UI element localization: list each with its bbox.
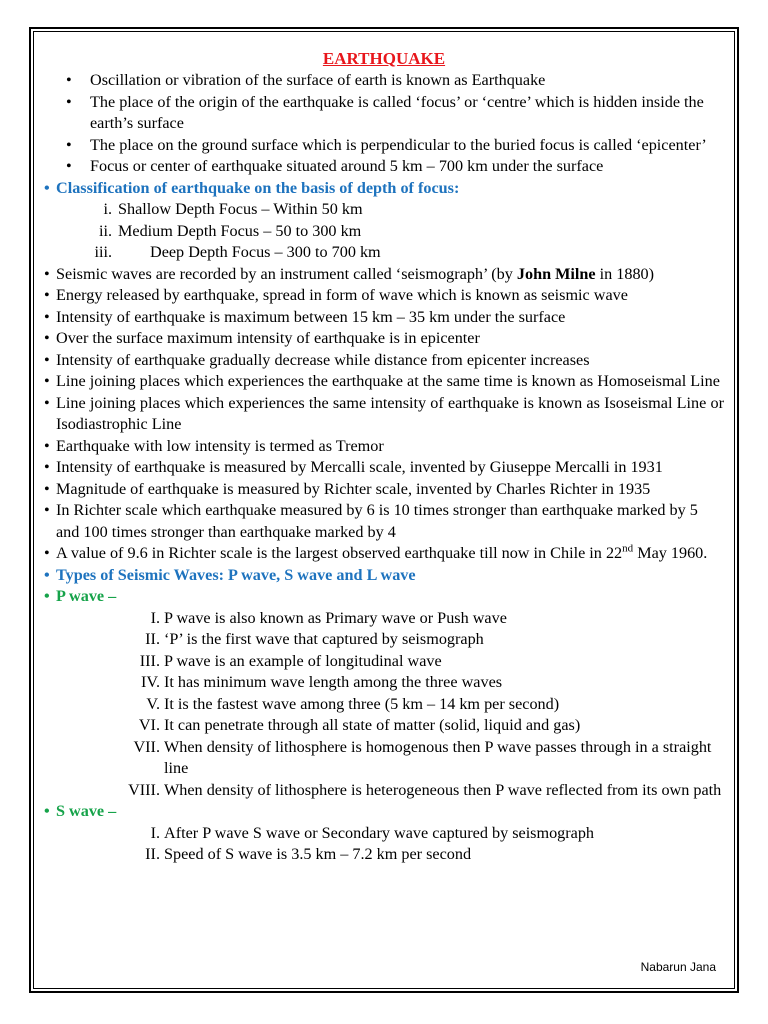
types-heading: • Types of Seismic Waves: P wave, S wave and L wave: [44, 565, 724, 587]
list-item: • Seismic waves are recorded by an instrument called ‘seismograph’ (by John Milne in 1880): [44, 264, 724, 286]
list-item: IV. It has minimum wave length among the three waves: [140, 673, 503, 691]
list-item: VII. When density of lithosphere is homogenous then P wave passes through in a straight line: [133, 737, 712, 777]
list-item: • A value of 9.6 in Richter scale is the largest observed earthquake till now in Chile in 22nd May 1960.: [44, 543, 724, 565]
list-item: II. ‘P’ is the first wave that captured by seismograph: [145, 630, 484, 648]
list-item: • The place on the ground surface which is perpendicular to the buried focus is called ‘epicenter’: [44, 135, 724, 157]
list-item: II. Speed of S wave is 3.5 km – 7.2 km per second: [145, 845, 472, 863]
list-item: • Line joining places which experiences the same intensity of earthquake is known as Isoseismal Line or Isodiastrophic Line: [44, 393, 724, 433]
bullet-icon: •: [44, 587, 50, 605]
list-item: • Magnitude of earthquake is measured by Richter scale, invented by Charles Richter in 1935: [44, 479, 724, 501]
bullet-icon: •: [44, 329, 50, 347]
bullet-icon: •: [44, 307, 50, 326]
list-item: VI. It can penetrate through all state of matter (solid, liquid and gas): [138, 716, 581, 734]
list-item: • Oscillation or vibration of the surface of earth is known as Earthquake: [44, 70, 724, 92]
p-wave-heading: • P wave –: [44, 586, 724, 608]
bullet-icon: •: [66, 92, 72, 111]
list-item: • Line joining places which experiences the earthquake at the same time is known as Homoseismal Line: [44, 371, 724, 393]
bullet-icon: •: [44, 372, 50, 390]
bullet-icon: •: [44, 565, 50, 584]
classification-heading: • Classification of earthquake on the basis of depth of focus:: [44, 178, 724, 200]
bullet-icon: •: [44, 393, 50, 412]
bullet-icon: •: [44, 178, 50, 197]
bullet-icon: •: [44, 264, 50, 283]
page-title: EARTHQUAKE: [322, 49, 446, 68]
bullet-icon: •: [44, 350, 50, 369]
list-item: III. P wave is an example of longitudinal wave: [139, 651, 442, 670]
list-item: • The place of the origin of the earthquake is called ‘focus’ or ‘centre’ which is hidden inside the earth’s surface: [66, 92, 704, 132]
bullet-icon: •: [44, 436, 50, 455]
list-item: • Focus or center of earthquake situated around 5 km – 700 km under the surface: [44, 156, 724, 178]
bullet-icon: •: [66, 135, 72, 154]
list-item: • Energy released by earthquake, spread in form of wave which is known as seismic wave: [44, 285, 724, 307]
list-item: • Intensity of earthquake gradually decrease while distance from epicenter increases: [44, 350, 724, 372]
list-item: i. Shallow Depth Focus – Within 50 km: [103, 200, 363, 218]
bullet-icon: •: [44, 479, 50, 498]
bullet-icon: •: [66, 71, 72, 89]
s-wave-heading: • S wave –: [44, 801, 724, 823]
list-item: I. P wave is also known as Primary wave or Push wave: [150, 608, 507, 627]
bullet-icon: •: [44, 802, 50, 820]
list-item: • Intensity of earthquake is measured by Mercalli scale, invented by Giuseppe Mercalli in 1931: [44, 457, 724, 479]
bullet-icon: •: [44, 501, 50, 519]
author-signature: Nabarun Jana: [640, 960, 716, 974]
list-item: ii. Medium Depth Focus – 50 to 300 km: [98, 221, 362, 240]
list-item: • Intensity of earthquake is maximum between 15 km – 35 km under the surface: [44, 307, 724, 329]
list-item: • In Richter scale which earthquake measured by 6 is 10 times stronger than earthquake marked by 5 and 100 times stronger than earthquake marked by 4: [44, 501, 698, 541]
list-item: • Earthquake with low intensity is termed as Tremor: [44, 436, 724, 458]
bullet-icon: •: [44, 286, 50, 304]
bullet-icon: •: [44, 458, 50, 476]
bullet-icon: •: [66, 157, 72, 175]
list-item: VIII. When density of lithosphere is heterogeneous then P wave reflected from its own path: [128, 780, 722, 799]
list-item: iii. Deep Depth Focus – 300 to 700 km: [94, 243, 381, 261]
document-body: [44, 48, 724, 866]
list-item: I. After P wave S wave or Secondary wave captured by seismograph: [150, 823, 595, 842]
list-item: V. It is the fastest wave among three (5 km – 14 km per second): [146, 694, 560, 713]
list-item: • Over the surface maximum intensity of earthquake is in epicenter: [44, 328, 724, 350]
bullet-icon: •: [44, 544, 50, 562]
